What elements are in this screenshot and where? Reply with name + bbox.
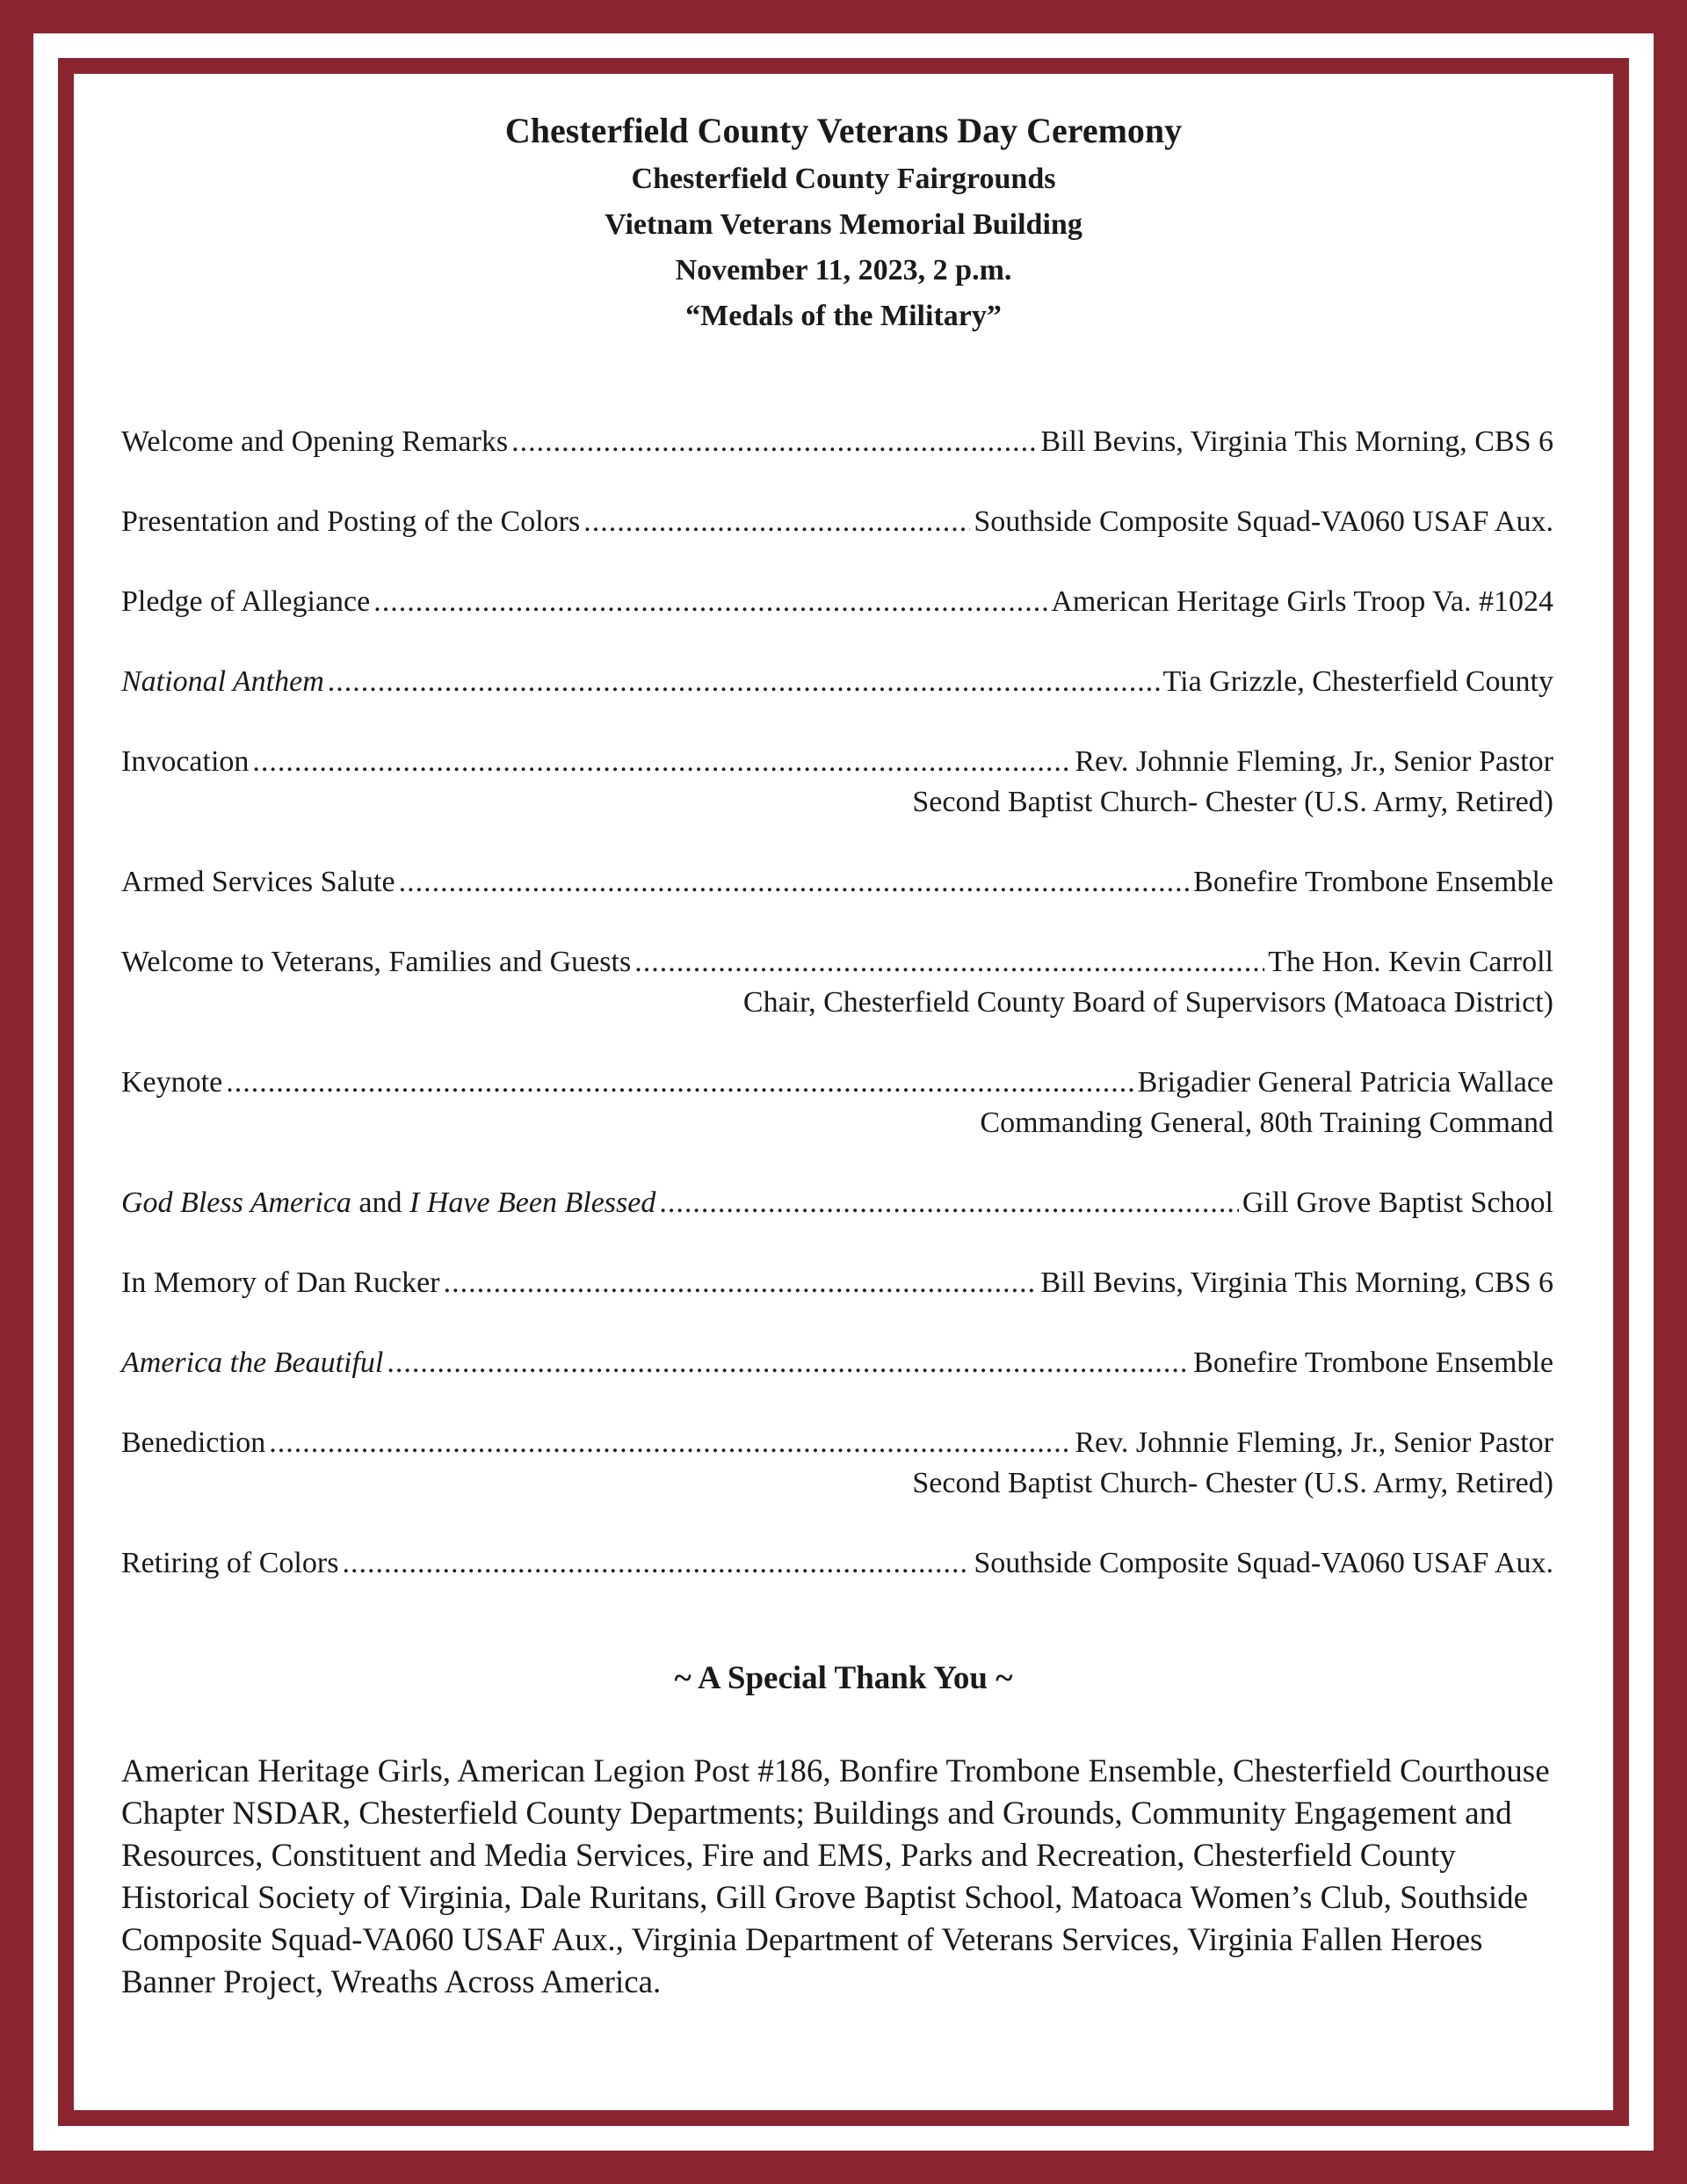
dot-leader: [269, 1423, 1071, 1463]
program-entry: [121, 1063, 1553, 1143]
dot-leader: [634, 942, 1264, 983]
program-list: [121, 422, 1553, 1623]
dot-leader: [583, 502, 970, 542]
program-performer: Bonefire Trombone Ensemble: [1193, 1346, 1553, 1379]
program-row: [121, 502, 1553, 542]
dot-leader: [399, 862, 1191, 903]
program-row: [121, 1063, 1553, 1103]
program-performer: The Hon. Kevin Carroll: [1268, 946, 1553, 978]
program-row: [121, 942, 1553, 983]
program-item: Welcome and Opening Remarks: [121, 425, 509, 458]
dot-leader: [511, 422, 1037, 462]
program-row: [121, 582, 1553, 622]
program-performer: Bill Bevins, Virginia This Morning, CBS 6: [1040, 425, 1553, 458]
program-performer: Tia Grizzle, Chesterfield County: [1162, 665, 1553, 698]
program-item: America the Beautiful: [121, 1346, 384, 1379]
program-item: [121, 1183, 655, 1223]
dot-leader: [342, 1543, 970, 1584]
program-item: Pledge of Allegiance: [121, 585, 371, 618]
thanks-paragraph: American Heritage Girls, American Legion Post #186, Bonfire Trombone Ensemble, Chesterfield Courthouse Chapter NSDAR, Chesterfield County Departments; Buildings and Grounds, Community Engagement and Resources, Constituent and Media Services, Fire and EMS, Parks and Recreation, Chesterfield County Historical Society of Virginia, Dale Ruritans, Gill Grove Baptist School, Matoaca Women’s Club, Southside Composite Squad-VA060 USAF Aux., Virginia Department of Veterans Services, Virginia Fallen Heroes Banner Project, Wreaths Across America.: [121, 1753, 1550, 2000]
program-performer-detail: Chair, Chesterfield County Board of Supervisors (Matoaca District): [742, 986, 1553, 1019]
program-row: [121, 862, 1553, 903]
program-entry: [121, 742, 1553, 823]
program-item: Presentation and Posting of the Colors: [121, 505, 581, 538]
program-performer: Bonefire Trombone Ensemble: [1193, 866, 1553, 898]
program-row: [121, 662, 1553, 702]
program-row: [121, 1263, 1553, 1303]
program-performer: Rev. Johnnie Fleming, Jr., Senior Pastor: [1075, 1426, 1553, 1459]
event-theme: “Medals of the Military”: [685, 300, 1002, 332]
program-performer: Bill Bevins, Virginia This Morning, CBS 6: [1040, 1266, 1553, 1299]
dot-leader: [252, 742, 1071, 782]
program-performer: Gill Grove Baptist School: [1242, 1186, 1553, 1219]
program-row: [121, 1183, 1553, 1223]
program-row: [121, 1343, 1553, 1383]
dot-leader: [328, 662, 1160, 702]
program-item: Invocation: [121, 745, 250, 778]
program-performer-detail: Second Baptist Church- Chester (U.S. Army, Retired): [912, 1467, 1553, 1499]
venue: Chesterfield County Fairgrounds: [631, 163, 1056, 195]
program-item: Benediction: [121, 1426, 266, 1459]
song-title: God Bless America: [121, 1186, 351, 1219]
program-item: National Anthem: [121, 665, 324, 698]
dot-leader: [444, 1263, 1038, 1303]
program-row: [121, 422, 1553, 462]
program-item: Keynote: [121, 1066, 223, 1099]
program-performer: Rev. Johnnie Fleming, Jr., Senior Pastor: [1075, 745, 1553, 778]
dot-leader: [387, 1343, 1190, 1383]
program-row: [121, 1543, 1553, 1584]
program-item: Welcome to Veterans, Families and Guests: [121, 946, 632, 978]
program-performer-detail: Commanding General, 80th Training Command: [980, 1107, 1553, 1139]
program-row: [121, 1423, 1553, 1463]
page-title: Chesterfield County Veterans Day Ceremony: [504, 111, 1183, 150]
program-performer: Southside Composite Squad-VA060 USAF Aux.: [974, 1547, 1553, 1579]
program-header: [0, 105, 1687, 339]
dot-leader: [373, 582, 1047, 622]
program-row: [121, 742, 1553, 782]
song-title: I Have Been Blessed: [409, 1186, 656, 1219]
thanks-heading: ~ A Special Thank You ~: [674, 1660, 1013, 1696]
building: Vietnam Veterans Memorial Building: [605, 208, 1082, 241]
program-performer-detail: Second Baptist Church- Chester (U.S. Army, Retired): [912, 786, 1553, 818]
program-entry: [121, 1423, 1553, 1504]
dot-leader: [659, 1183, 1238, 1223]
program-item: Armed Services Salute: [121, 866, 395, 898]
program-performer: American Heritage Girls Troop Va. #1024: [1051, 585, 1553, 618]
program-performer: Brigadier General Patricia Wallace: [1137, 1066, 1553, 1099]
program-performer: Southside Composite Squad-VA060 USAF Aux.: [974, 505, 1553, 538]
program-entry: [121, 942, 1553, 1023]
conjunction: and: [351, 1186, 409, 1219]
program-item: Retiring of Colors: [121, 1547, 339, 1579]
program-item: In Memory of Dan Rucker: [121, 1266, 440, 1299]
event-date: November 11, 2023, 2 p.m.: [675, 254, 1012, 287]
dot-leader: [226, 1063, 1133, 1103]
